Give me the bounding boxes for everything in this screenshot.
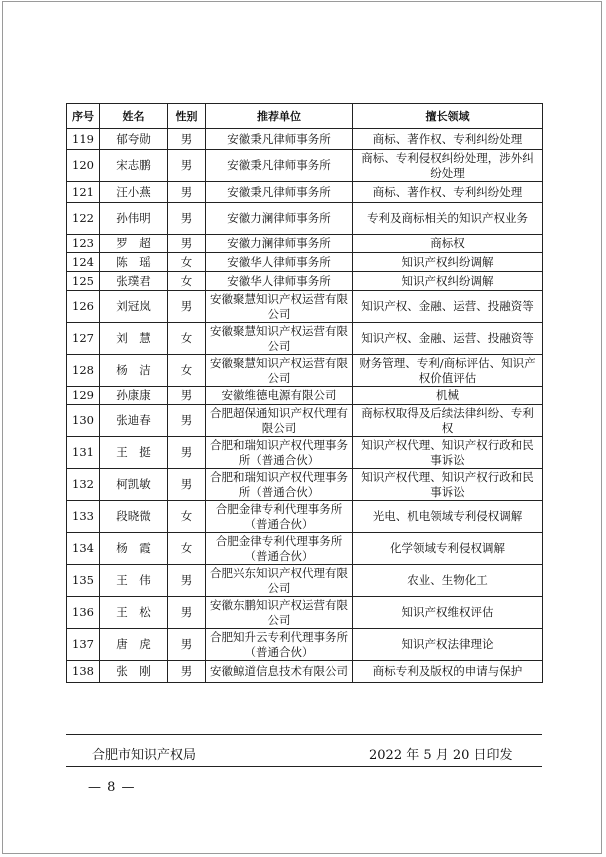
row-field: 知识产权纠纷调解 — [353, 272, 543, 291]
row-field: 光电、机电领域专利侵权调解 — [353, 501, 543, 533]
row-unit: 合肥金律专利代理事务所（普通合伙） — [206, 533, 353, 565]
header-name: 姓名 — [100, 104, 168, 129]
row-unit: 合肥兴东知识产权代理有限公司 — [206, 565, 353, 597]
row-index: 120 — [67, 150, 100, 182]
table-row — [67, 597, 543, 629]
table-row — [67, 533, 543, 565]
row-index: 131 — [67, 437, 100, 469]
row-field: 知识产权法律理论 — [353, 629, 543, 661]
table-row — [67, 501, 543, 533]
row-index: 126 — [67, 291, 100, 323]
row-name: 柯凯敏 — [100, 469, 168, 501]
row-field: 知识产权纠纷调解 — [353, 253, 543, 272]
row-name: 陈 瑶 — [100, 253, 168, 272]
table-row — [67, 253, 543, 272]
table-row — [67, 129, 543, 150]
row-field: 商标、著作权、专利纠纷处理 — [353, 182, 543, 203]
table-row — [67, 182, 543, 203]
table-row — [67, 235, 543, 253]
row-gender: 女 — [168, 501, 206, 533]
row-gender: 男 — [168, 565, 206, 597]
row-index: 127 — [67, 323, 100, 355]
row-gender: 男 — [168, 235, 206, 253]
table-row — [67, 405, 543, 437]
row-unit: 安徽维德电源有限公司 — [206, 387, 353, 405]
table-row — [67, 469, 543, 501]
row-unit: 安徽秉凡律师事务所 — [206, 150, 353, 182]
row-name: 王 伟 — [100, 565, 168, 597]
row-index: 123 — [67, 235, 100, 253]
row-gender: 男 — [168, 629, 206, 661]
row-gender: 男 — [168, 405, 206, 437]
row-index: 132 — [67, 469, 100, 501]
table-row — [67, 272, 543, 291]
row-index: 128 — [67, 355, 100, 387]
row-field: 商标、著作权、专利纠纷处理 — [353, 129, 543, 150]
row-index: 119 — [67, 129, 100, 150]
row-name: 张迪春 — [100, 405, 168, 437]
row-unit: 安徽聚慧知识产权运营有限公司 — [206, 355, 353, 387]
row-unit: 安徽聚慧知识产权运营有限公司 — [206, 323, 353, 355]
row-unit: 合肥超保通知识产权代理有限公司 — [206, 405, 353, 437]
row-name: 罗 超 — [100, 235, 168, 253]
row-name: 王 松 — [100, 597, 168, 629]
row-name: 段晓微 — [100, 501, 168, 533]
row-index: 134 — [67, 533, 100, 565]
expert-roster-table — [66, 103, 543, 683]
row-unit: 安徽秉凡律师事务所 — [206, 182, 353, 203]
footer-top-rule — [66, 734, 542, 735]
row-name: 杨 霞 — [100, 533, 168, 565]
row-gender: 男 — [168, 150, 206, 182]
row-unit: 合肥和瑞知识产权代理事务所（普通合伙） — [206, 437, 353, 469]
issuing-authority: 合肥市知识产权局 — [92, 748, 197, 763]
header-field: 擅长领域 — [353, 104, 543, 129]
row-field: 知识产权维权评估 — [353, 597, 543, 629]
row-gender: 男 — [168, 387, 206, 405]
row-index: 121 — [67, 182, 100, 203]
row-name: 刘冠岚 — [100, 291, 168, 323]
row-name: 杨 洁 — [100, 355, 168, 387]
row-unit: 安徽东鹏知识产权运营有限公司 — [206, 597, 353, 629]
table-row — [67, 203, 543, 235]
row-name: 宋志鹏 — [100, 150, 168, 182]
table-header-row — [67, 104, 543, 129]
row-unit: 安徽华人律师事务所 — [206, 272, 353, 291]
row-field: 商标权取得及后续法律纠纷、专利权 — [353, 405, 543, 437]
row-index: 133 — [67, 501, 100, 533]
table-row — [67, 291, 543, 323]
row-field: 知识产权代理、知识产权行政和民事诉讼 — [353, 437, 543, 469]
row-index: 138 — [67, 661, 100, 683]
row-name: 张 刚 — [100, 661, 168, 683]
table-row — [67, 437, 543, 469]
row-name: 张璞君 — [100, 272, 168, 291]
row-field: 商标专利及版权的申请与保护 — [353, 661, 543, 683]
row-index: 137 — [67, 629, 100, 661]
row-name: 孙伟明 — [100, 203, 168, 235]
row-name: 汪小燕 — [100, 182, 168, 203]
row-gender: 女 — [168, 323, 206, 355]
row-field: 知识产权、金融、运营、投融资等 — [353, 323, 543, 355]
row-name: 唐 虎 — [100, 629, 168, 661]
row-name: 孙康康 — [100, 387, 168, 405]
row-unit: 安徽力澜律师事务所 — [206, 203, 353, 235]
row-gender: 女 — [168, 355, 206, 387]
row-gender: 男 — [168, 291, 206, 323]
row-field: 商标、专利侵权纠纷处理，涉外纠纷处理 — [353, 150, 543, 182]
row-field: 财务管理、专利/商标评估、知识产权价值评估 — [353, 355, 543, 387]
row-unit: 合肥知升云专利代理事务所（普通合伙） — [206, 629, 353, 661]
row-unit: 合肥和瑞知识产权代理事务所（普通合伙） — [206, 469, 353, 501]
table-body — [67, 129, 543, 683]
table-row — [67, 387, 543, 405]
page-number: — 8 — — [88, 780, 136, 795]
header-gender: 性别 — [168, 104, 206, 129]
row-field: 专利及商标相关的知识产权业务 — [353, 203, 543, 235]
row-gender: 男 — [168, 437, 206, 469]
table-row — [67, 565, 543, 597]
row-index: 125 — [67, 272, 100, 291]
row-unit: 安徽华人律师事务所 — [206, 253, 353, 272]
issue-date: 2022 年 5 月 20 日印发 — [369, 748, 513, 763]
row-name: 郁夸勋 — [100, 129, 168, 150]
row-field: 农业、生物化工 — [353, 565, 543, 597]
row-unit: 安徽力澜律师事务所 — [206, 235, 353, 253]
row-field: 知识产权代理、知识产权行政和民事诉讼 — [353, 469, 543, 501]
row-field: 商标权 — [353, 235, 543, 253]
row-name: 刘 慧 — [100, 323, 168, 355]
row-unit: 合肥金律专利代理事务所（普通合伙） — [206, 501, 353, 533]
row-index: 124 — [67, 253, 100, 272]
row-index: 129 — [67, 387, 100, 405]
table-row — [67, 661, 543, 683]
row-gender: 女 — [168, 272, 206, 291]
row-gender: 女 — [168, 533, 206, 565]
row-gender: 男 — [168, 469, 206, 501]
row-gender: 男 — [168, 129, 206, 150]
footer-bottom-rule — [66, 766, 542, 767]
row-gender: 男 — [168, 597, 206, 629]
row-unit: 安徽聚慧知识产权运营有限公司 — [206, 291, 353, 323]
row-field: 知识产权、金融、运营、投融资等 — [353, 291, 543, 323]
row-field: 机械 — [353, 387, 543, 405]
row-gender: 男 — [168, 203, 206, 235]
row-gender: 男 — [168, 182, 206, 203]
row-index: 122 — [67, 203, 100, 235]
row-unit: 安徽秉凡律师事务所 — [206, 129, 353, 150]
header-unit: 推荐单位 — [206, 104, 353, 129]
row-index: 135 — [67, 565, 100, 597]
table-row — [67, 629, 543, 661]
header-index: 序号 — [67, 104, 100, 129]
table-row — [67, 150, 543, 182]
row-gender: 男 — [168, 661, 206, 683]
row-field: 化学领域专利侵权调解 — [353, 533, 543, 565]
row-index: 130 — [67, 405, 100, 437]
row-gender: 女 — [168, 253, 206, 272]
table-row — [67, 323, 543, 355]
row-name: 王 挺 — [100, 437, 168, 469]
row-index: 136 — [67, 597, 100, 629]
table-row — [67, 355, 543, 387]
row-unit: 安徽鲸道信息技术有限公司 — [206, 661, 353, 683]
